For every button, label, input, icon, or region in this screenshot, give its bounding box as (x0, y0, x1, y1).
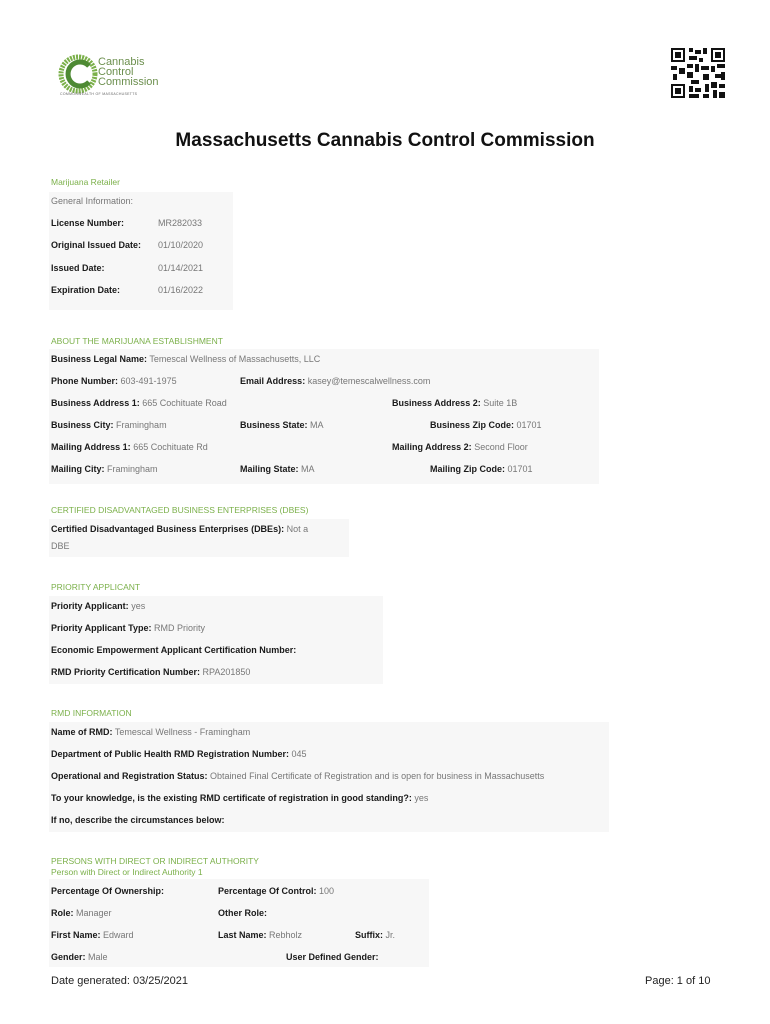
operational-status-row: Operational and Registration Status: Obtained Final Certificate of Registration and is open for business in Massachusetts (51, 771, 545, 781)
mailing-city-row: Mailing City: Framingham (51, 464, 158, 474)
rmd-name-row: Name of RMD: Temescal Wellness - Framingham (51, 727, 251, 737)
logo-text: Cannabis Control Commission (98, 56, 159, 88)
other-role-label: Other Role: (218, 908, 268, 918)
business-city-row: Business City: Framingham (51, 420, 167, 430)
issued-date-value: 01/14/2021 (158, 263, 204, 273)
dph-registration-row: Department of Public Health RMD Registration Number: 045 (51, 749, 307, 759)
general-info-label: General Information: (51, 196, 134, 206)
original-issued-label: Original Issued Date: (51, 240, 142, 250)
establishment-heading: ABOUT THE MARIJUANA ESTABLISHMENT (51, 336, 223, 346)
legal-name-row: Business Legal Name: Temescal Wellness of Massachusetts, LLC (51, 354, 321, 364)
business-state-row: Business State: MA (240, 420, 324, 430)
mailing-address-1-row: Mailing Address 1: 665 Cochituate Rd (51, 442, 208, 452)
rmd-heading: RMD INFORMATION (51, 708, 132, 718)
mailing-zip-row: Mailing Zip Code: 01701 (430, 464, 533, 474)
date-generated: Date generated: 03/25/2021 (51, 975, 189, 987)
economic-empowerment-label: Economic Empowerment Applicant Certification Number: (51, 645, 297, 655)
priority-type-row: Priority Applicant Type: RMD Priority (51, 623, 206, 633)
last-name-row: Last Name: Rebholz (218, 930, 303, 940)
email-row: Email Address: kasey@temescalwellness.com (240, 376, 431, 386)
license-type-heading: Marijuana Retailer (51, 177, 120, 187)
first-name-row: First Name: Edward (51, 930, 134, 940)
issued-date-label: Issued Date: (51, 263, 105, 273)
mailing-address-2-row: Mailing Address 2: Second Floor (392, 442, 528, 452)
gender-row: Gender: Male (51, 952, 108, 962)
phone-row: Phone Number: 603-491-1975 (51, 376, 177, 386)
dbe-row: Certified Disadvantaged Business Enterprises (DBEs): Not a (51, 524, 309, 534)
rmd-priority-cert-row: RMD Priority Certification Number: RPA201850 (51, 667, 251, 677)
ownership-label: Percentage Of Ownership: (51, 886, 165, 896)
qr-code-icon (671, 48, 725, 98)
priority-applicant-row: Priority Applicant: yes (51, 601, 146, 611)
role-row: Role: Manager (51, 908, 112, 918)
dbe-value-continued: DBE (51, 541, 70, 551)
license-number-value: MR282033 (158, 218, 203, 228)
suffix-row: Suffix: Jr. (355, 930, 396, 940)
persons-heading: PERSONS WITH DIRECT OR INDIRECT AUTHORITY (51, 856, 259, 866)
license-number-label: License Number: (51, 218, 125, 228)
expiration-date-value: 01/16/2022 (158, 285, 204, 295)
good-standing-row: To your knowledge, is the existing RMD certificate of registration in good standing?: yes (51, 793, 429, 803)
person-subheading: Person with Direct or Indirect Authority 1 (51, 867, 203, 877)
page-title: Massachusetts Cannabis Control Commission (175, 130, 595, 151)
business-address-1-row: Business Address 1: 665 Cochituate Road (51, 398, 227, 408)
expiration-date-label: Expiration Date: (51, 285, 121, 295)
dbe-heading: CERTIFIED DISADVANTAGED BUSINESS ENTERPRISES (DBES) (51, 505, 309, 515)
business-address-2-row: Business Address 2: Suite 1B (392, 398, 518, 408)
original-issued-value: 01/10/2020 (158, 240, 204, 250)
control-row: Percentage Of Control: 100 (218, 886, 335, 896)
business-zip-row: Business Zip Code: 01701 (430, 420, 542, 430)
logo-tagline: COMMONWEALTH OF MASSACHUSETTS (60, 92, 138, 96)
user-defined-gender-label: User Defined Gender: (286, 952, 379, 962)
describe-circumstances-label: If no, describe the circumstances below: (51, 815, 225, 825)
mailing-state-row: Mailing State: MA (240, 464, 315, 474)
page-number: Page: 1 of 10 (645, 975, 711, 987)
priority-heading: PRIORITY APPLICANT (51, 582, 141, 592)
